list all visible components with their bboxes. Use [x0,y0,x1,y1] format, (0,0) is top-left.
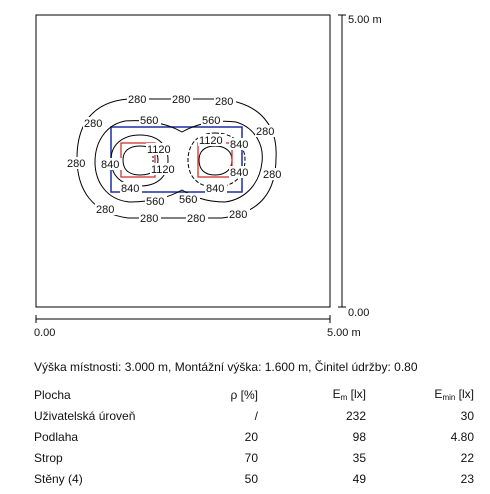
cell-em: 35 [352,450,366,465]
cell-em: 98 [352,429,366,444]
x-right-label: 5.00 m [327,327,361,339]
results-table [30,384,478,489]
isoline-label-280: 280 [84,118,103,130]
col-rho: ρ [%] [230,387,258,402]
cell-em: 232 [345,408,366,423]
cell-name: Uživatelská úroveň [34,408,136,423]
isoline-1120-right [199,146,232,175]
cell-name: Strop [34,450,63,465]
col-em: $E_m$ [lx] [332,387,366,402]
room-parameters: Výška místnosti: 3.000 m, Montážní výška: 1.600 m, Činitel údržby: 0.80 [34,360,418,374]
y-dimension [338,15,346,307]
isoline-label-560: 560 [140,115,159,127]
isoline-label-560: 560 [179,194,198,206]
cell-name: Podlaha [34,429,79,444]
isoline-label-840: 840 [206,183,225,195]
table-row [30,426,478,447]
isoline-label-280: 280 [256,126,275,138]
isoline-label-840: 840 [230,167,249,179]
isoline-label-280: 280 [229,209,248,221]
isoline-label-1120: 1120 [151,164,175,176]
cell-rho: 20 [244,429,258,444]
table-row [30,447,478,468]
labels-280 [66,93,284,225]
isoline-label-560: 560 [202,115,221,127]
isoline-label-280: 280 [263,169,282,181]
y-top-label: 5.00 m [348,14,382,26]
cell-rho: 50 [244,471,258,486]
cell-emin: 4.80 [450,429,474,444]
col-emin: $E_{min}$ [lx] [434,387,474,402]
table-header-row [30,384,478,405]
table-row [30,468,478,489]
isoline-label-280: 280 [128,94,147,106]
cell-rho: 70 [244,450,258,465]
cell-emin: 22 [460,450,474,465]
x-left-label: 0.00 [34,327,56,339]
isoline-label-280: 280 [67,158,86,170]
table-row [30,405,478,426]
isoline-label-280-extra: 280 [187,213,206,225]
isoline-label-1120: 1120 [147,144,171,156]
x-dimension [36,315,330,323]
isoline-label-280: 280 [96,204,115,216]
isoline-label-840: 840 [230,139,249,151]
cell-em: 49 [352,471,366,486]
isoline-label-1120: 1120 [199,135,223,147]
cell-emin: 23 [460,471,474,486]
isoline-label-560: 560 [146,196,165,208]
isoline-label-840: 840 [121,183,140,195]
cell-name: Stěny (4) [34,471,83,486]
isoline-label-280: 280 [140,213,159,225]
col-plocha: Plocha [34,387,71,402]
isoline-label-280: 280 [172,94,191,106]
cell-rho: / [254,408,258,423]
cell-emin: 30 [460,408,474,423]
isoline-label-280: 280 [215,96,234,108]
y-bottom-label: 0.00 [348,307,370,319]
isoline-label-840: 840 [101,159,120,171]
